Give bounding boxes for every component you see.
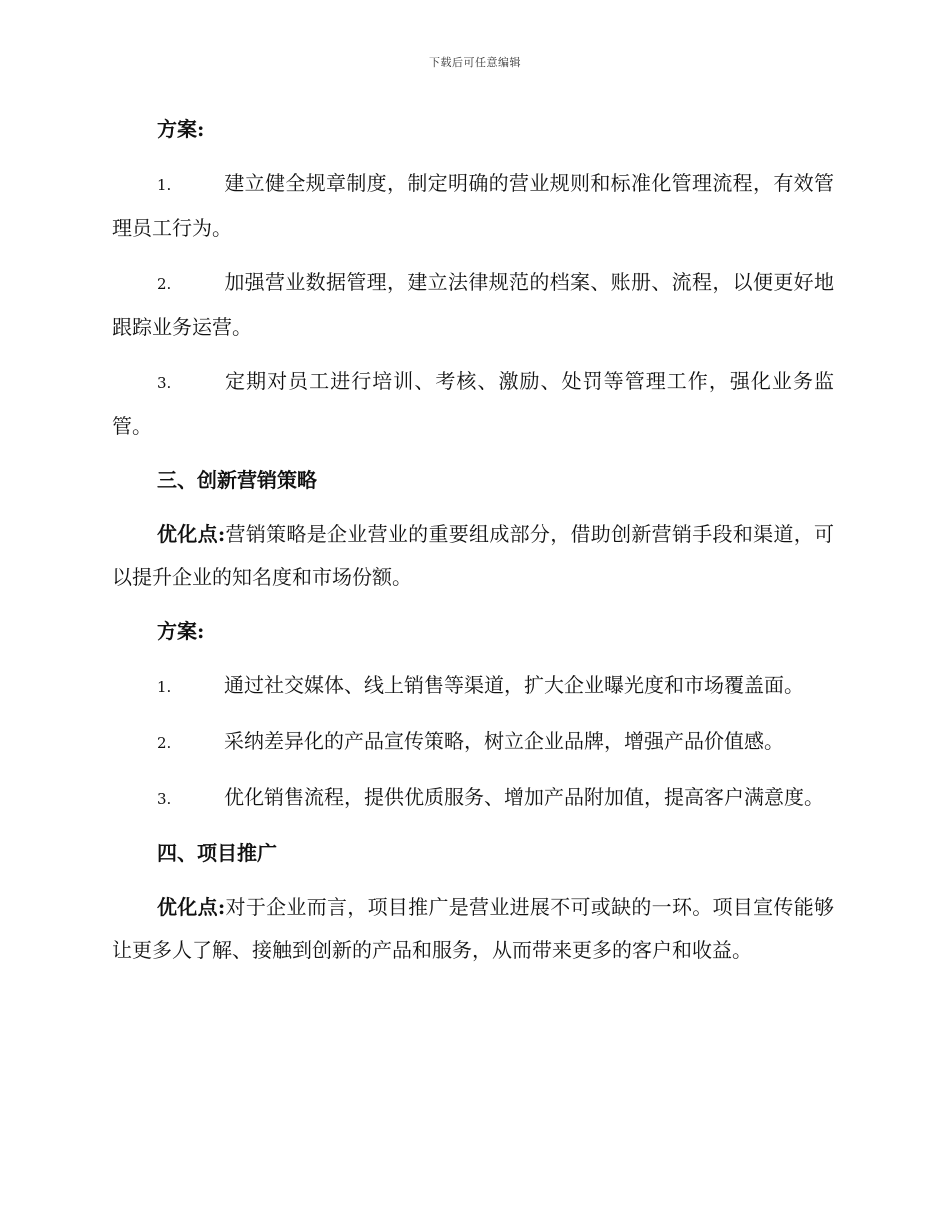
list-item [112, 360, 834, 448]
list-text: 建立健全规章制度，制定明确的营业规则和标准化管理流程，有效管理员工行为。 [112, 171, 834, 240]
list-item [112, 162, 834, 250]
header-note: 下载后可任意编辑 [429, 56, 521, 69]
list-text: 加强营业数据管理，建立法律规范的档案、账册、流程，以便更好地跟踪业务运营。 [112, 270, 834, 339]
document-body [112, 108, 834, 983]
list-item [112, 776, 834, 821]
optimization-paragraph [112, 886, 834, 972]
list-item [112, 720, 834, 765]
optimization-label: 优化点: [157, 522, 226, 546]
optimization-label: 优化点: [157, 895, 226, 919]
plan-label: 方案: [157, 619, 205, 643]
list-number: 2. [157, 275, 172, 293]
list-number: 1. [157, 176, 172, 194]
list-number: 1. [157, 678, 172, 696]
list-item [112, 664, 834, 709]
section-heading: 四、项目推广 [157, 841, 277, 865]
list-text: 优化销售流程，提供优质服务、增加产品附加值，提高客户满意度。 [224, 785, 824, 809]
plan-label: 方案: [157, 117, 205, 141]
optimization-paragraph [112, 513, 834, 599]
list-text: 通过社交媒体、线上销售等渠道，扩大企业曝光度和市场覆盖面。 [224, 673, 804, 697]
list-text: 采纳差异化的产品宣传策略，树立企业品牌，增强产品价值感。 [224, 729, 784, 753]
list-number: 3. [157, 374, 172, 392]
list-item [112, 261, 834, 349]
list-number: 3. [157, 790, 172, 808]
paragraph-text: 营销策略是企业营业的重要组成部分，借助创新营销手段和渠道，可以提升企业的知名度和市场份额。 [112, 522, 835, 589]
list-text: 定期对员工进行培训、考核、激励、处罚等管理工作，强化业务监管。 [112, 369, 834, 438]
paragraph-text: 对于企业而言，项目推广是营业进展不可或缺的一环。项目宣传能够让更多人了解、接触到创新的产品和服务，从而带来更多的客户和收益。 [112, 895, 835, 962]
list-number: 2. [157, 734, 172, 752]
section-heading: 三、创新营销策略 [157, 468, 317, 492]
